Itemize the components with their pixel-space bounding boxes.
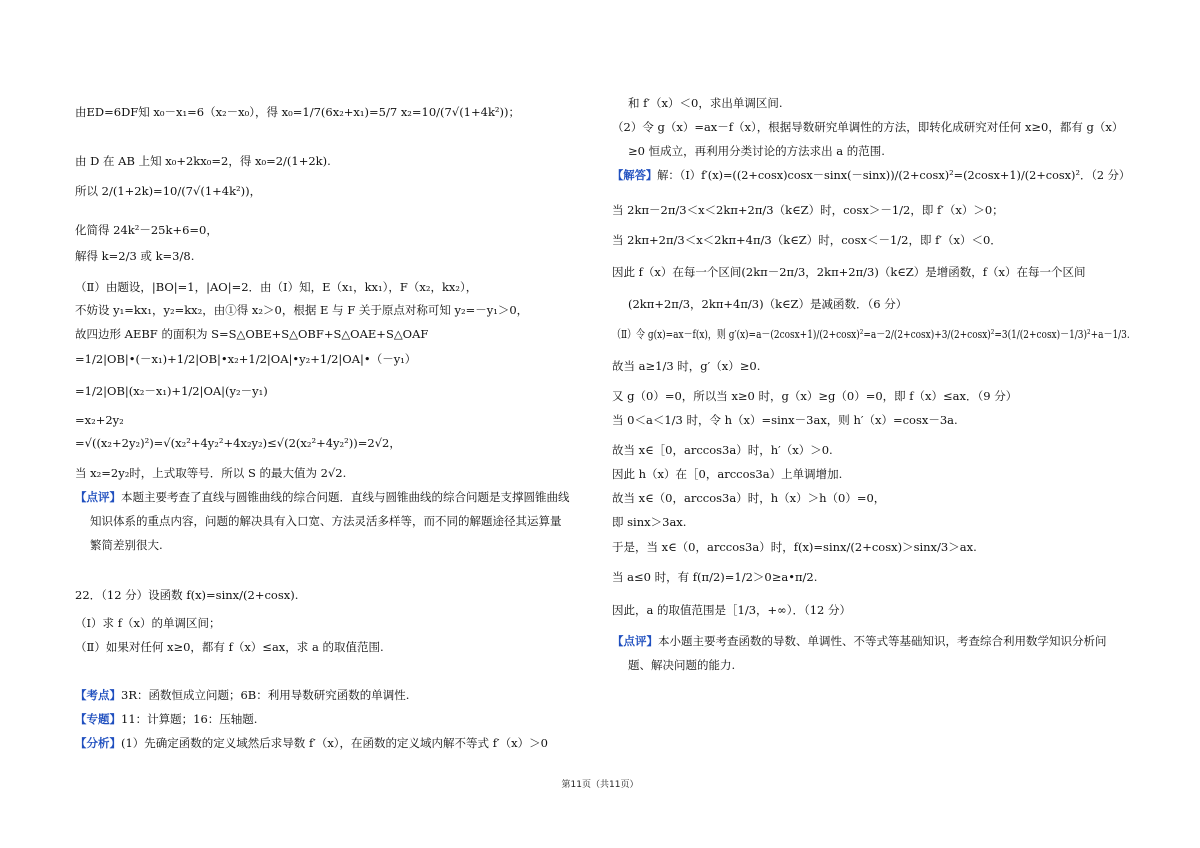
right-text-line (612, 233, 1002, 247)
line-text: 即 sinx＞3ax. (612, 515, 687, 529)
page-footer: 第11页（共11页） (561, 780, 639, 790)
line-text: 由 D 在 AB 上知 x₀+2kx₀=2，得 x₀=2/(1+2k). (75, 154, 331, 168)
line-text: 22．（12 分）设函数 f(x)=sinx/(2+cosx). (75, 588, 299, 602)
line-text: 当 a≤0 时，有 f(π/2)=1/2＞0≥a•π/2. (612, 570, 818, 584)
right-text-line (612, 443, 833, 457)
line-text: 3R：函数恒成立问题；6B：利用导数研究函数的单调性. (121, 688, 410, 702)
line-text: 于是，当 x∈（0，arccos3a）时，f(x)=sinx/(2+cosx)＞sinx/3＞ax. (612, 540, 977, 554)
line-text: 化简得 24k²－25k+6=0， (75, 223, 218, 237)
line-text: 因此，a 的取值范围是［1/3，+∞）．（12 分） (612, 603, 852, 617)
section-tag: 【解答】 (612, 168, 658, 182)
right-text-line (628, 297, 907, 311)
line-text: 解：（Ⅰ）f′(x)=((2+cosx)cosx－sinx(－sinx))/(2+cosx)²=(2cosx+1)/(2+cosx)²．（2 分） (657, 168, 1131, 182)
section-tag: 【点评】 (75, 490, 121, 504)
line-text: 知识体系的重点内容，问题的解决具有入口宽、方法灵活多样等，而不同的解题途径其运算量 (90, 514, 562, 528)
line-text: (2kπ+2π/3，2kπ+4π/3)（k∈Z）是减函数．（6 分） (628, 297, 908, 311)
left-text-line (75, 688, 409, 702)
left-text-line (75, 249, 194, 263)
left-text-line (75, 736, 548, 750)
left-text-line (75, 616, 220, 630)
right-text-line (612, 467, 842, 481)
line-text: 故当 x∈（0，arccos3a）时，h（x）＞h（0）=0， (612, 491, 886, 505)
line-text: =1/2|OB|•(－x₁)+1/2|OB|•x₂+1/2|OA|•y₂+1/2|OA|•（－y₁） (75, 352, 417, 366)
line-text: 因此 f（x）在每一个区间(2kπ－2π/3，2kπ+2π/3)（k∈Z）是增函数，f（x）在每一个区间 (612, 265, 1086, 279)
section-tag: 【点评】 (612, 634, 658, 648)
line-text: 解得 k=2/3 或 k=3/8. (75, 249, 195, 263)
left-text-line (75, 327, 428, 341)
left-text-line (75, 436, 401, 450)
section-tag: 【分析】 (75, 736, 121, 750)
line-text: 本题主要考查了直线与圆锥曲线的综合问题．直线与圆锥曲线的综合问题是支撑圆锥曲线 (121, 490, 570, 504)
right-text-line (612, 413, 958, 427)
line-text: 不妨设 y₁=kx₁，y₂=kx₂，由①得 x₂＞0，根据 E 与 F 关于原点对称可知 y₂=－y₁＞0， (75, 303, 529, 317)
line-text: （Ⅰ）求 f（x）的单调区间； (75, 616, 221, 630)
line-text: 繁简差别很大. (90, 538, 163, 552)
right-text-line (612, 359, 760, 373)
line-text: 所以 2/(1+2k)=10/(7√(1+4k²))， (75, 184, 262, 198)
line-text: 又 g（0）=0，所以当 x≥0 时，g（x）≥g（0）=0，即 f（x）≤ax．（9 分） (612, 389, 1018, 403)
left-text-line (75, 384, 268, 398)
right-text-line (628, 96, 782, 110)
line-text: 故四边形 AEBF 的面积为 S=S△OBE+S△OBF+S△OAE+S△OAF (75, 327, 429, 341)
right-text-line (628, 658, 735, 672)
right-text-line (628, 144, 885, 158)
left-text-line (75, 154, 331, 168)
right-text-line (612, 570, 817, 584)
line-text: 由ED=6DF知 x₀－x₁=6（x₂－x₀），得 x₀=1/7(6x₂+x₁)=5/7 x₂=10/(7√(1+4k²))； (75, 105, 520, 119)
line-text: 本小题主要考查函数的导数、单调性、不等式等基础知识，考查综合利用数学知识分析问 (658, 634, 1107, 648)
right-text-line (612, 540, 977, 554)
right-text-line (612, 327, 1130, 341)
left-text-line (75, 352, 416, 366)
line-text: =√((x₂+2y₂)²)=√(x₂²+4y₂²+4x₂y₂)≤√(2(x₂²+4y₂²))=2√2， (75, 436, 401, 450)
line-text: 因此 h（x）在［0，arccos3a）上单调增加. (612, 467, 843, 481)
line-text: 故当 x∈［0，arccos3a）时，h′（x）＞0. (612, 443, 833, 457)
left-text-line (90, 514, 562, 528)
line-text: 当 0＜a＜1/3 时，令 h（x）=sinx－3ax，则 h′（x）=cosx－3a. (612, 413, 958, 427)
line-text: 当 2kπ+2π/3＜x＜2kπ+4π/3（k∈Z）时，cosx＜－1/2，即 f′（x）＜0． (612, 233, 1002, 247)
right-text-line (612, 120, 1123, 134)
left-text-line (75, 184, 261, 198)
line-text: 当 2kπ－2π/3＜x＜2kπ+2π/3（k∈Z）时，cosx＞－1/2，即 f′（x）＞0； (612, 203, 1004, 217)
right-text-line (612, 389, 1017, 403)
section-tag: 【考点】 (75, 688, 121, 702)
right-text-line (612, 203, 1004, 217)
right-text-line (612, 515, 686, 529)
right-text-line (612, 634, 1107, 648)
line-text: 当 x₂=2y₂时，上式取等号．所以 S 的最大值为 2√2. (75, 466, 347, 480)
line-text: 题、解决问题的能力. (628, 658, 736, 672)
left-text-line (75, 588, 298, 602)
left-text-line (75, 466, 346, 480)
left-text-line (75, 413, 124, 427)
left-text-line (75, 303, 528, 317)
line-text: 11：计算题；16：压轴题. (121, 712, 258, 726)
line-text: （Ⅱ）由题设，|BO|=1，|AO|=2．由（Ⅰ）知，E（x₁，kx₁），F（x₂，kx₂）， (75, 280, 478, 294)
line-text: =x₂+2y₂ (75, 413, 124, 427)
line-text: （Ⅱ）如果对任何 x≥0，都有 f（x）≤ax，求 a 的取值范围. (75, 640, 384, 654)
line-text: （2）令 g（x）=ax－f（x），根据导数研究单调性的方法，即转化成研究对任何 x≥0，都有 g（x） (612, 120, 1124, 134)
left-text-line (75, 490, 570, 504)
line-text: 故当 a≥1/3 时，g′（x）≥0. (612, 359, 761, 373)
right-text-line (612, 491, 885, 505)
left-text-line (75, 223, 218, 237)
line-text: =1/2|OB|(x₂－x₁)+1/2|OA|(y₂－y₁) (75, 384, 268, 398)
right-text-line (612, 168, 1130, 182)
right-text-line (612, 265, 1086, 279)
left-text-line (90, 538, 163, 552)
left-text-line (75, 105, 520, 119)
left-text-line (75, 640, 384, 654)
line-text: 和 f′（x）＜0，求出单调区间. (628, 96, 783, 110)
line-text: (1）先确定函数的定义域然后求导数 f′（x），在函数的定义域内解不等式 f′（x）＞0 (121, 736, 548, 750)
right-text-line (612, 603, 851, 617)
section-tag: 【专题】 (75, 712, 121, 726)
left-text-line (75, 712, 257, 726)
line-text: ≥0 恒成立，再利用分类讨论的方法求出 a 的范围. (628, 144, 885, 158)
line-text: （Ⅱ）令 g(x)=ax－f(x)，则 g′(x)=a－(2cosx+1)/(2+cosx)²=a－2/(2+cosx)+3/(2+cosx)²=3(1/(2+cosx)－1/3)²+a－1/3. (612, 327, 1130, 341)
left-text-line (75, 280, 477, 294)
